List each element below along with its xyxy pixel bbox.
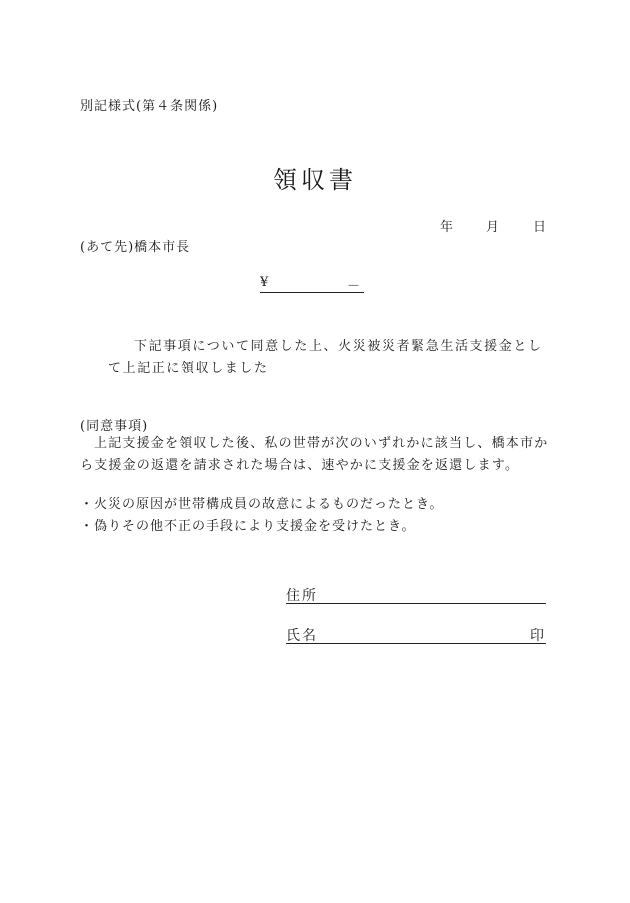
yen-symbol: ¥ <box>260 275 269 290</box>
bullet-item: ・偽りその他不正の手段により支援金を受けたとき。 <box>80 519 416 534</box>
agreement-body: 上記支援金を領収した後、私の世帯が次のいずれかに該当し、橋本市から支援金の返還を請求された場合は、速やかに支援金を返還します。 <box>80 436 549 473</box>
agreement-bullets <box>80 494 443 538</box>
agreement-heading: (同意事項) <box>80 419 149 434</box>
address-label: 住所 <box>286 588 318 604</box>
document-title: 領収書 <box>273 166 357 194</box>
date-month-label: 月 <box>486 220 500 235</box>
addressee: (あて先)橋本市長 <box>80 240 191 255</box>
name-label: 氏名 <box>286 628 318 644</box>
amount-field <box>260 275 364 293</box>
address-line <box>286 585 546 604</box>
amount-dash: － <box>346 279 360 294</box>
date-day-label: 日 <box>533 220 547 235</box>
name-line <box>286 625 546 644</box>
form-label: 別記様式(第４条関係) <box>80 99 219 114</box>
receipt-statement: 下記事項について同意した上、火災被災者緊急生活支援金として上記正に領収しました <box>108 339 543 376</box>
date-year-label: 年 <box>440 220 454 235</box>
bullet-item: ・火災の原因が世帯構成員の故意によるものだったとき。 <box>80 497 444 512</box>
seal-label: 印 <box>530 628 544 644</box>
